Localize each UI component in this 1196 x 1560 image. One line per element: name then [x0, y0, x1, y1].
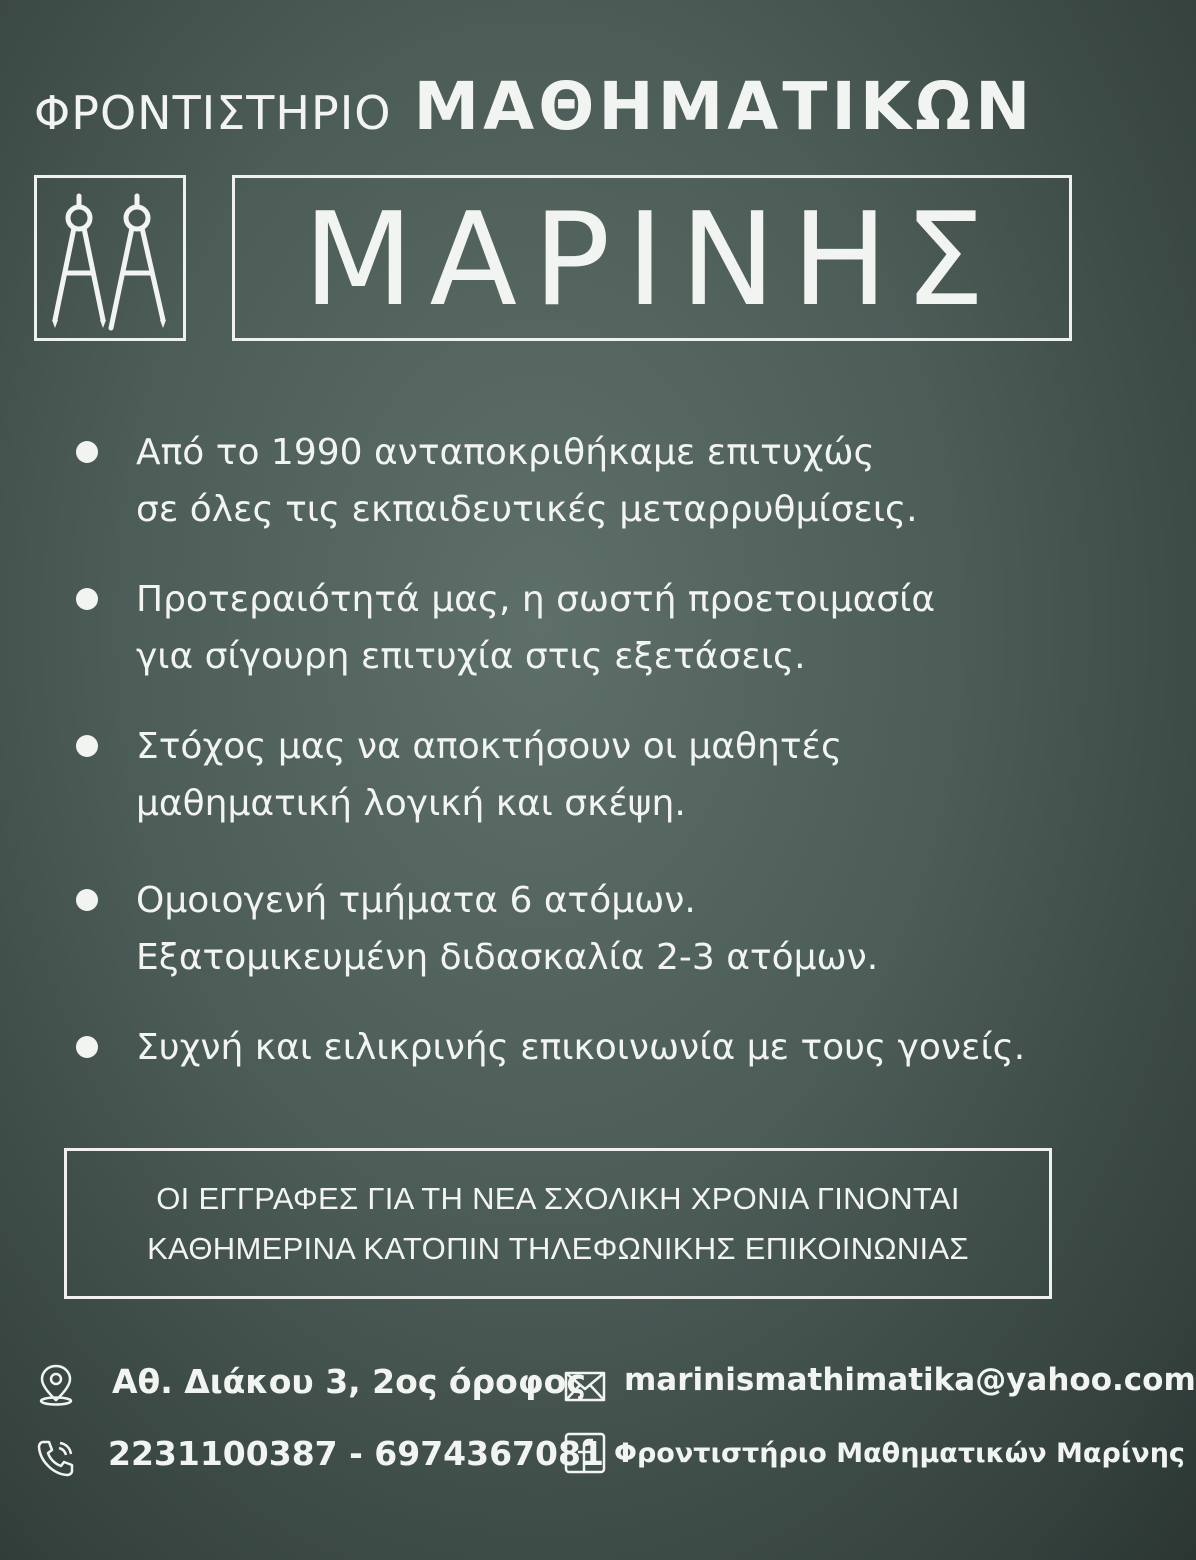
list-item — [76, 872, 1066, 986]
location-pin-icon — [34, 1362, 78, 1406]
bullet-line: Ομοιογενή τμήματα 6 ατόμων. — [136, 880, 696, 921]
phone-icon — [34, 1436, 78, 1480]
bullet-dot-icon — [76, 889, 98, 911]
bullet-line: σε όλες τις εκπαιδευτικές μεταρρυθμίσεις. — [136, 489, 918, 530]
bullet-line: Από το 1990 ανταποκριθήκαμε επιτυχώς — [136, 432, 875, 473]
brand-title — [34, 68, 1074, 145]
brand-big-text: ΜΑΘΗΜΑΤΙΚΩΝ — [413, 68, 1035, 145]
phone-text: 2231100387 - 6974367081 — [108, 1434, 604, 1473]
registration-notice — [64, 1148, 1052, 1299]
facebook-link[interactable]: Φροντιστήριο Μαθηματικών Μαρίνης — [614, 1438, 1185, 1469]
logo-frame — [34, 175, 186, 341]
list-item — [76, 718, 1066, 832]
email-link[interactable]: marinismathimatika@yahoo.com — [624, 1362, 1196, 1398]
bullet-line: Συχνή και ειλικρινής επικοινωνία με τους γονείς. — [136, 1027, 1026, 1068]
brand-small-text: ΦΡΟΝΤΙΣΤΗΡΙΟ — [34, 86, 392, 140]
name-frame — [232, 175, 1072, 341]
bullet-line: Στόχος μας να αποκτήσουν οι μαθητές — [136, 726, 843, 767]
registration-line: ΚΑΘΗΜΕΡΙΝΑ ΚΑΤΟΠΙΝ ΤΗΛΕΦΩΝΙΚΗΣ ΕΠΙΚΟΙΝΩΝΙΑΣ — [147, 1230, 969, 1266]
features-list — [76, 424, 1066, 1109]
bullet-line: μαθηματική λογική και σκέψη. — [136, 783, 686, 824]
compasses-icon — [37, 178, 183, 338]
bullet-dot-icon — [76, 588, 98, 610]
school-name: ΜΑΡΙΝΗΣ — [303, 186, 1001, 335]
bullet-line: για σίγουρη επιτυχία στις εξετάσεις. — [136, 636, 806, 677]
registration-line: ΟΙ ΕΓΓΡΑΦΕΣ ΓΙΑ ΤΗ ΝΕΑ ΣΧΟΛΙΚΗ ΧΡΟΝΙΑ ΓΙΝΟΝΤΑΙ — [156, 1180, 960, 1216]
address-text: Αθ. Διάκου 3, 2ος όροφος — [112, 1362, 586, 1401]
mail-icon — [563, 1365, 607, 1409]
list-item — [76, 571, 1066, 685]
bullet-dot-icon — [76, 441, 98, 463]
bullet-line: Προτεραιότητά μας, η σωστή προετοιμασία — [136, 579, 936, 620]
bullet-dot-icon — [76, 735, 98, 757]
facebook-icon — [563, 1431, 607, 1475]
bullet-line: Εξατομικευμένη διδασκαλία 2-3 ατόμων. — [136, 937, 879, 978]
list-item — [76, 1019, 1066, 1076]
list-item — [76, 424, 1066, 538]
bullet-dot-icon — [76, 1036, 98, 1058]
